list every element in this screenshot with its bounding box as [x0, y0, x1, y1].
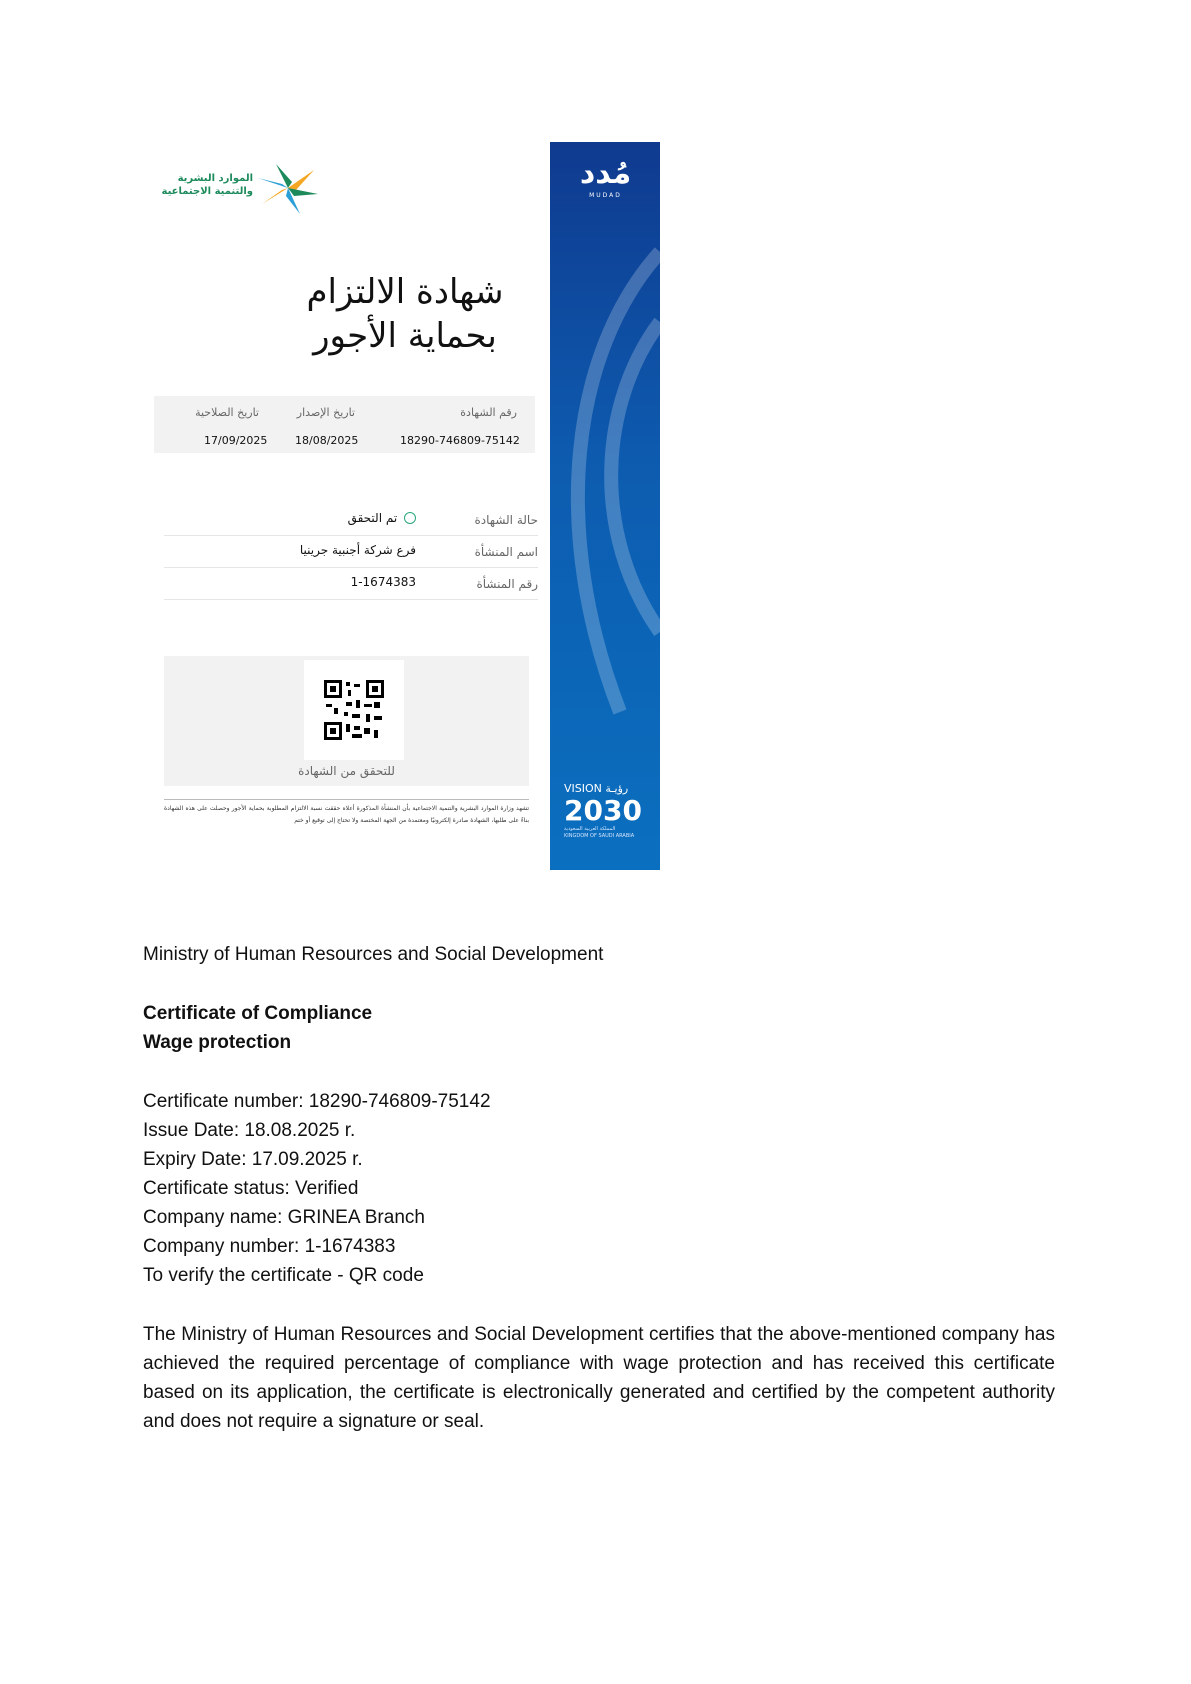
expiry-date-label: تاريخ الصلاحية — [195, 406, 259, 419]
certificate-title — [143, 999, 1055, 1057]
detail-line: Company name: GRINEA Branch — [143, 1207, 425, 1228]
qr-panel — [164, 656, 529, 786]
detail-line: Expiry Date: 17.09.2025 r. — [143, 1149, 363, 1170]
company-name-label: اسم المنشأة — [474, 545, 538, 559]
qr-caption: للتحقق من الشهادة — [298, 764, 395, 778]
certificate-image — [150, 142, 660, 870]
qr-code[interactable] — [304, 660, 404, 760]
qr-code-icon — [324, 680, 384, 740]
ministry-logo-text: الموارد البشرية والتنمية الاجتماعية — [161, 173, 253, 197]
info-band — [154, 396, 535, 453]
ministry-name: Ministry of Human Resources and Social Development — [143, 944, 604, 965]
vision-2030-logo: VISION رؤيـة 2030 المملكة العربية السعودية KINGDOM OF SAUDI ARABIA — [564, 782, 642, 839]
status-value: تم التحقق — [348, 511, 416, 525]
status-row-company-number — [164, 568, 538, 600]
mudad-logo: مُدد MUDAD — [579, 156, 632, 199]
mudad-side-band — [550, 142, 660, 870]
compliance-statement: The Ministry of Human Resources and Social Development certifies that the above-mentioned company has achieved the required percentage of compliance with wage protection and has received this certificate based on its application, the certificate is electronically generated and certified by the competent authority and does not require a signature or seal. — [143, 1324, 1055, 1432]
fine-print: تشهد وزارة الموارد البشرية والتنمية الاجتماعية بأن المنشأة المذكورة أعلاه حققت نسبة الالتزام المطلوبة بحماية الأجور وحصلت على هذه الشهادة بناءً على طلبها، الشهادة صادرة إلكترونيًا ومعتمدة من الجهة المختصة ولا تحتاج إلى توقيع أو ختم — [164, 799, 529, 829]
certificate-details — [143, 1087, 1055, 1290]
status-row-company-name — [164, 536, 538, 568]
title-line-1: Certificate of Compliance — [143, 1003, 373, 1024]
title-line-2: Wage protection — [143, 1032, 292, 1053]
certificate-number-label: رقم الشهادة — [460, 406, 517, 419]
ministry-logo — [158, 160, 323, 220]
company-name-value: فرع شركة أجنبية جرينيا — [299, 543, 416, 557]
issue-date-value: 18/08/2025 — [295, 434, 359, 447]
status-row-certificate — [164, 504, 538, 536]
issue-date-label: تاريخ الإصدار — [296, 406, 355, 419]
company-number-label: رقم المنشأة — [476, 577, 538, 591]
detail-line: To verify the certificate - QR code — [143, 1265, 424, 1286]
ministry-star-icon — [256, 160, 320, 216]
decorative-arcs-icon — [550, 232, 660, 752]
detail-line: Certificate number: 18290-746809-75142 — [143, 1091, 491, 1112]
check-circle-icon — [404, 512, 416, 524]
status-rows — [164, 504, 538, 600]
expiry-date-value: 17/09/2025 — [204, 434, 268, 447]
certificate-number-value: 18290-746809-75142 — [400, 434, 520, 447]
arabic-title: شهادة الالتزام بحماية الأجور — [306, 272, 504, 356]
company-number-value: 1-1674383 — [350, 575, 416, 589]
detail-line: Certificate status: Verified — [143, 1178, 359, 1199]
english-translation — [143, 940, 1055, 1436]
detail-line: Issue Date: 18.08.2025 r. — [143, 1120, 356, 1141]
status-label: حالة الشهادة — [474, 513, 538, 527]
detail-line: Company number: 1-1674383 — [143, 1236, 396, 1257]
